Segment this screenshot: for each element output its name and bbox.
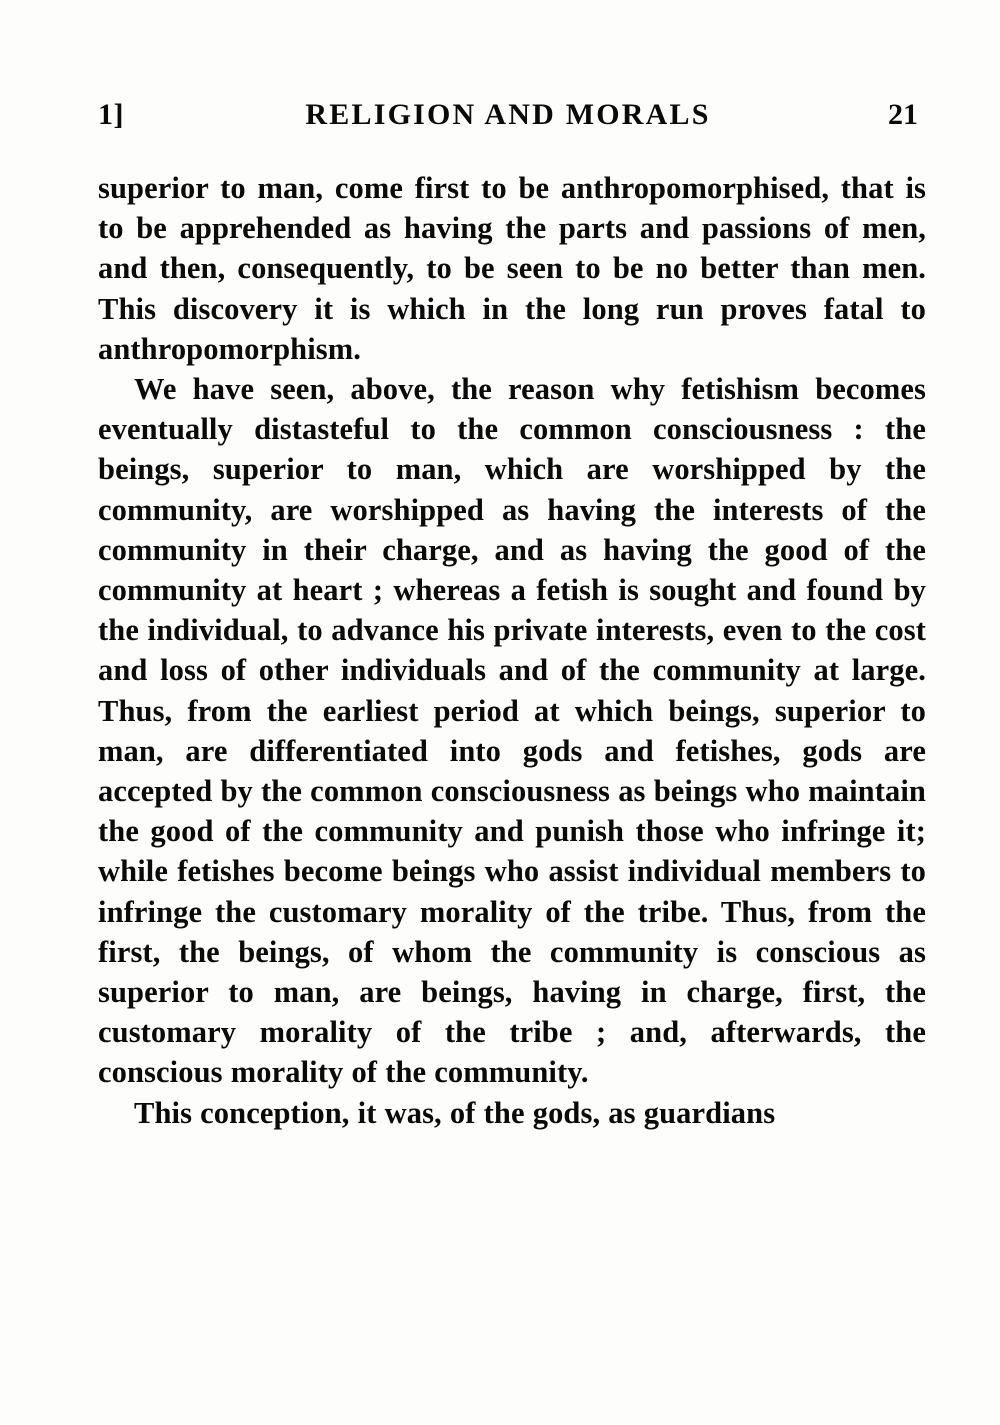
paragraph: superior to man, come first to be anthropomorphised, that is to be apprehended as having the parts and passions of men, and then, consequently, to be seen to be no better than men. This discovery it is which in the long run proves fatal to anthropomorphism. [98,171,926,366]
body-text [98,168,926,1133]
running-title: RELIGION AND MORALS [305,98,711,131]
page-number: 21 [888,98,918,131]
paragraph: We have seen, above, the reason why fetishism becomes eventually distasteful to the common consciousness : the beings, superior to man, which are worshipped by the community, are worshipped as having the interests of the community in their charge, and as having the good of the community at heart ; whereas a fetish is sought and found by the individual, to advance his private interests, even to the cost and loss of other individuals and of the community at large. Thus, from the earliest period at which beings, superior to man, are differentiated into gods and fetishes, gods are accepted by the common consciousness as beings who maintain the good of the community and punish those who infringe it; while fetishes become beings who assist individual members to infringe the customary morality of the tribe. Thus, from the first, the beings, of whom the community is conscious as superior to man, are beings, having in charge, first, the customary morality of the tribe ; and, afterwards, the conscious morality of the community. [98,372,926,1090]
page-header [98,98,918,138]
chapter-number: 1] [98,98,124,131]
paragraph: This conception, it was, of the gods, as guardians [134,1095,776,1130]
